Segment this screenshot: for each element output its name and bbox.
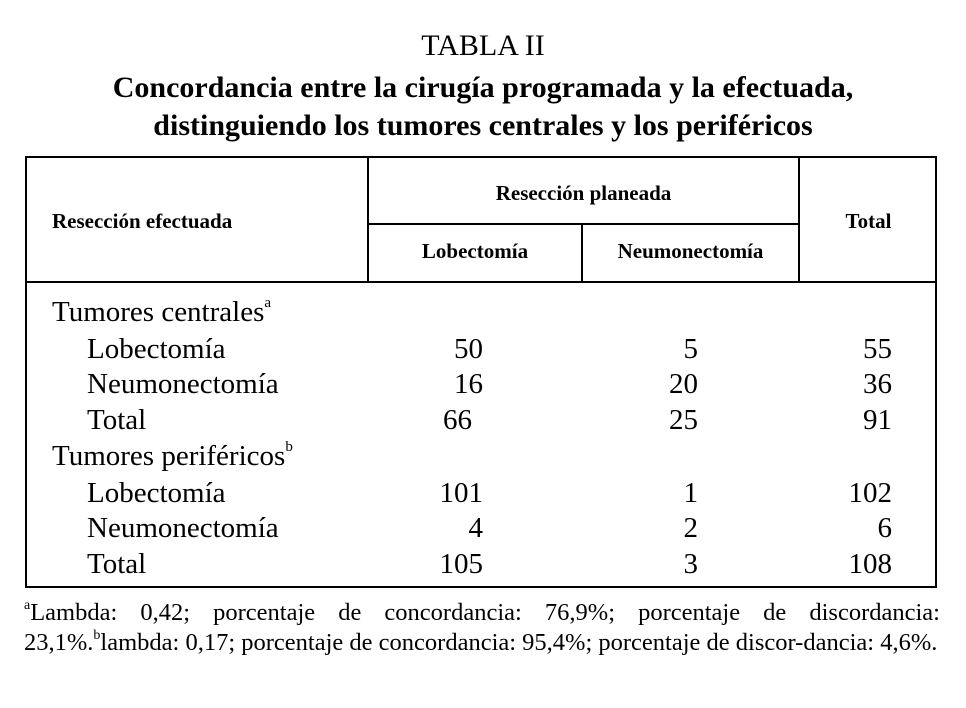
cell-total: 108 <box>848 548 892 580</box>
cell-pneumonectomy: 25 <box>669 404 698 436</box>
group-row-peripheral <box>0 439 966 473</box>
cell-total: 36 <box>863 368 892 400</box>
cell-lobectomy: 101 <box>439 477 483 509</box>
table-title-line-2: distinguiendo los tumores centrales y los periféricos <box>153 109 813 142</box>
cell-pneumonectomy: 1 <box>683 477 698 509</box>
header-col-lobectomy: Lobectomía <box>421 239 529 263</box>
footnote-text-a: Lambda: 0,42; porcentaje de concordancia: 76,9%; porcentaje de discordancia: 23,1%. <box>24 599 940 656</box>
header-col-pneumonectomy: Neumonectomía <box>617 239 764 263</box>
footnote-marker: b <box>285 439 293 456</box>
table-row <box>0 476 966 510</box>
table-number: TABLA II <box>421 29 545 62</box>
header-row-label: Resección efectuada <box>52 209 233 233</box>
header-bottom-rule <box>25 281 937 283</box>
table-row <box>0 332 966 366</box>
row-label: Neumonectomía <box>87 368 279 400</box>
row-label: Lobectomía <box>87 333 226 365</box>
table-footnote <box>24 598 940 658</box>
cell-pneumonectomy: 2 <box>683 512 698 544</box>
footnote-marker-b: b <box>93 627 101 643</box>
group-label: Tumores periféricos$^b$ <box>52 439 293 472</box>
table-row <box>0 403 966 437</box>
header-subgroup-rule <box>367 223 800 225</box>
group-label: Tumores centrales$^a$ <box>52 295 272 328</box>
cell-lobectomy: 66 <box>443 404 472 436</box>
row-label: Lobectomía <box>87 477 226 509</box>
header-col-total: Total <box>845 209 892 233</box>
cell-total: 91 <box>863 404 892 436</box>
header-planned-group: Resección planeada <box>495 181 672 205</box>
cell-lobectomy: 50 <box>454 333 483 365</box>
table-row <box>0 547 966 581</box>
table-row <box>0 367 966 401</box>
footnote-text-b: lambda: 0,17; porcentaje de concordancia: 95,4%; porcentaje de discor-dancia: 4,6%. <box>100 629 938 656</box>
row-label: Total <box>87 404 147 436</box>
row-label: Neumonectomía <box>87 512 279 544</box>
footnote-marker: a <box>264 295 272 312</box>
cell-total: 102 <box>848 477 892 509</box>
footnote-marker-a: a <box>24 597 31 613</box>
group-row-central <box>0 295 966 329</box>
cell-pneumonectomy: 20 <box>669 368 698 400</box>
cell-lobectomy: 105 <box>439 548 483 580</box>
row-label: Total <box>87 548 147 580</box>
cell-lobectomy: 16 <box>454 368 483 400</box>
cell-total: 6 <box>877 512 892 544</box>
cell-pneumonectomy: 5 <box>683 333 698 365</box>
cell-total: 55 <box>863 333 892 365</box>
cell-pneumonectomy: 3 <box>683 548 698 580</box>
table-title-line-1: Concordancia entre la cirugía programada y la efectuada, <box>112 71 854 104</box>
cell-lobectomy: 4 <box>468 512 483 544</box>
table-row <box>0 511 966 545</box>
